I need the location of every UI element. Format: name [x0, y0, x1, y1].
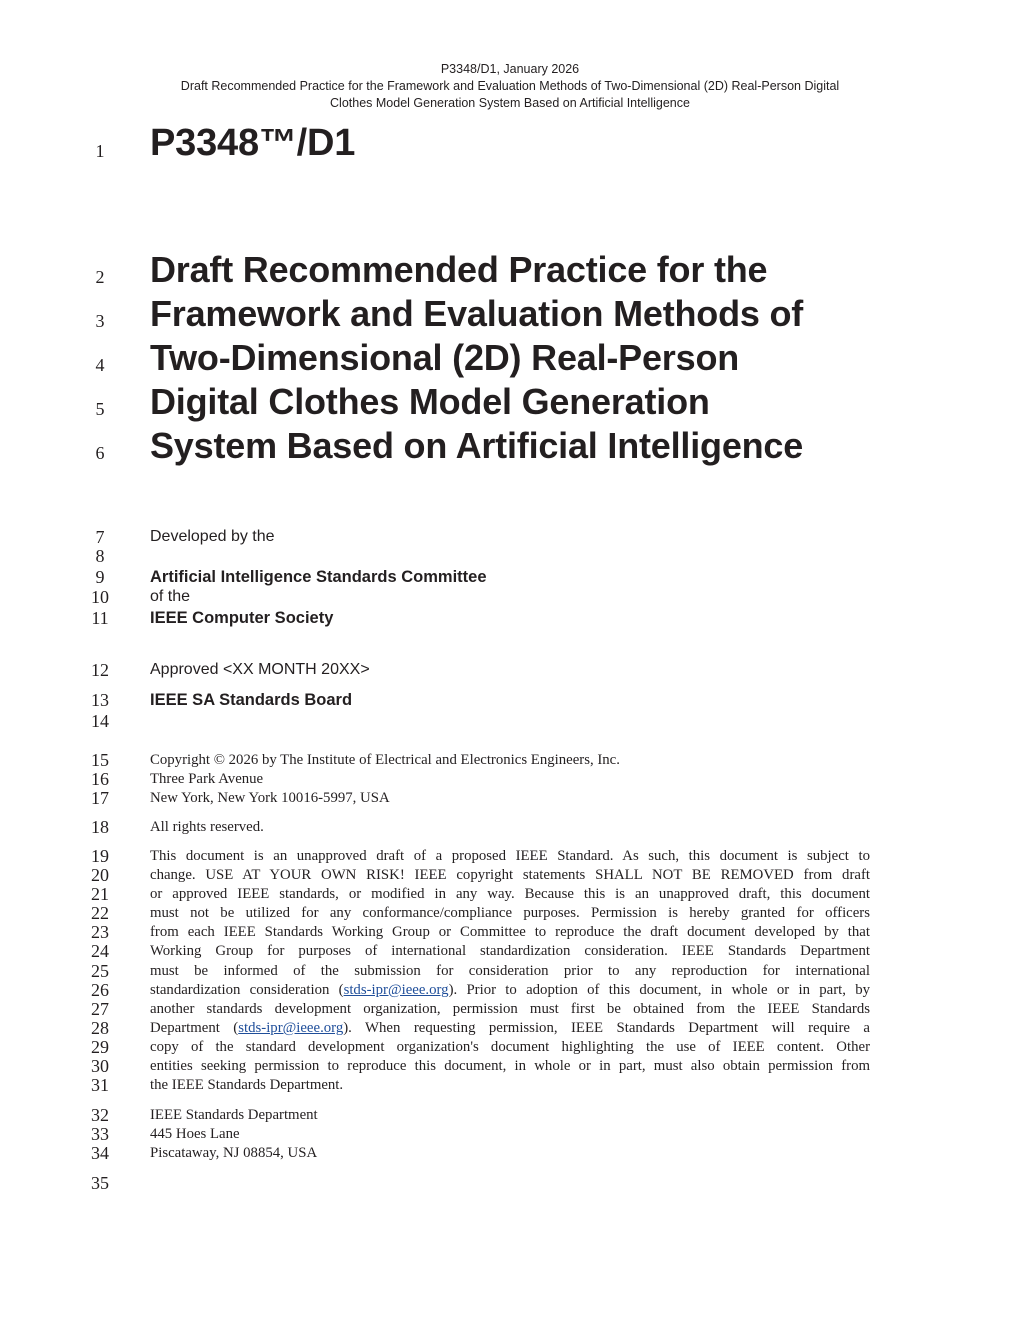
email-link[interactable]: stds-ipr@ieee.org	[343, 981, 449, 998]
line-number: 27	[91, 999, 109, 1019]
copyright-line-1: Copyright © 2026 by The Institute of Electrical and Electronics Engineers, Inc.	[150, 752, 620, 768]
running-header-line-1: P3348/D1, January 2026	[440, 62, 580, 76]
address-line-1: IEEE Standards Department	[150, 1107, 318, 1123]
notice-line: Working Group for purposes of international standardization consideration. IEEE Standards Department	[150, 943, 870, 960]
line-number: 4	[95, 355, 105, 375]
line-number: 23	[91, 922, 109, 942]
line-number: 29	[91, 1037, 109, 1057]
committee-name: Artificial Intelligence Standards Committee	[150, 568, 487, 586]
line-number: 28	[91, 1018, 109, 1038]
notice-line: or approved IEEE standards, or modified in any way. Because this is an unapproved draft, this document	[150, 886, 870, 903]
line-number: 5	[95, 399, 105, 419]
line-number: 11	[91, 608, 109, 628]
line-number: 20	[91, 865, 109, 885]
society-name: IEEE Computer Society	[150, 609, 334, 627]
title-line-5: System Based on Artificial Intelligence	[150, 425, 804, 466]
running-header-line-2: Draft Recommended Practice for the Framework and Evaluation Methods of Two-Dimensional (2D) Real-Person Digital	[180, 79, 840, 93]
running-header-line-3: Clothes Model Generation System Based on Artificial Intelligence	[330, 96, 690, 110]
title-line-1: Draft Recommended Practice for the	[150, 249, 768, 290]
line-number: 8	[95, 546, 105, 566]
line-number: 10	[91, 587, 109, 607]
developed-by-text: Developed by the	[150, 528, 275, 545]
line-number: 6	[95, 443, 105, 463]
copyright-line-2: Three Park Avenue	[150, 771, 264, 787]
document-designation: P3348™/D1	[150, 122, 356, 164]
notice-line: standardization consideration (stds-ipr@ieee.org). Prior to adoption of this document, in whole or in part, by	[150, 981, 870, 998]
title-line-2: Framework and Evaluation Methods of	[150, 293, 804, 334]
notice-paragraph	[150, 847, 870, 1095]
notice-line: Department (stds-ipr@ieee.org). When requesting permission, IEEE Standards Department will require a	[150, 1019, 870, 1036]
line-number: 22	[91, 903, 109, 923]
line-number: 32	[91, 1105, 109, 1125]
line-number: 17	[91, 788, 109, 808]
line-number: 19	[91, 846, 109, 866]
line-number: 31	[91, 1075, 109, 1095]
notice-line: must be informed of the submission for consideration prior to any reproduction for international	[150, 962, 870, 979]
title-line-3: Two-Dimensional (2D) Real-Person	[150, 337, 740, 378]
of-the-text: of the	[150, 588, 191, 605]
address-line-2: 445 Hoes Lane	[150, 1126, 240, 1142]
line-number: 34	[91, 1143, 109, 1163]
line-number: 18	[91, 817, 109, 837]
notice-line: entities seeking permission to reproduce this document, in whole or in part, must also obtain permission from	[150, 1058, 870, 1075]
line-number: 35	[91, 1173, 109, 1193]
line-number: 33	[91, 1124, 109, 1144]
line-number: 30	[91, 1056, 109, 1076]
notice-line: This document is an unapproved draft of a proposed IEEE Standard. As such, this document is subject to	[150, 848, 870, 864]
line-number: 1	[95, 141, 105, 161]
copyright-line-3: New York, New York 10016-5997, USA	[150, 790, 390, 806]
line-number: 15	[91, 750, 109, 770]
line-number: 14	[91, 711, 109, 731]
title-line-4: Digital Clothes Model Generation	[150, 381, 710, 422]
line-number: 26	[91, 980, 109, 1000]
line-number: 7	[95, 527, 105, 547]
notice-line: from each IEEE Standards Working Group or Committee to reproduce the draft document developed by that	[150, 924, 870, 941]
email-link[interactable]: stds-ipr@ieee.org	[238, 1019, 344, 1036]
approval-date: Approved <XX MONTH 20XX>	[150, 661, 370, 678]
notice-line: copy of the standard development organization's document highlighting the use of IEEE content. Other	[150, 1038, 870, 1055]
line-number: 2	[95, 267, 105, 287]
line-number: 3	[95, 311, 105, 331]
notice-line: another standards development organization, permission must first be obtained from the IEEE Standards	[150, 1000, 870, 1017]
line-number: 16	[91, 769, 109, 789]
line-number: 9	[95, 567, 105, 587]
standards-board: IEEE SA Standards Board	[150, 691, 353, 709]
notice-line: change. USE AT YOUR OWN RISK! IEEE copyright statements SHALL NOT BE REMOVED from draft	[150, 867, 870, 884]
line-number: 21	[91, 884, 109, 904]
line-number: 25	[91, 961, 109, 981]
notice-line: the IEEE Standards Department.	[150, 1077, 344, 1094]
line-number: 24	[91, 941, 109, 961]
notice-line: must not be utilized for any conformance/compliance purposes. Permission is hereby granted for officers	[150, 905, 870, 922]
address-line-3: Piscataway, NJ 08854, USA	[150, 1145, 318, 1161]
rights-reserved: All rights reserved.	[150, 819, 264, 835]
line-number: 13	[91, 690, 109, 710]
line-number: 12	[91, 660, 109, 680]
